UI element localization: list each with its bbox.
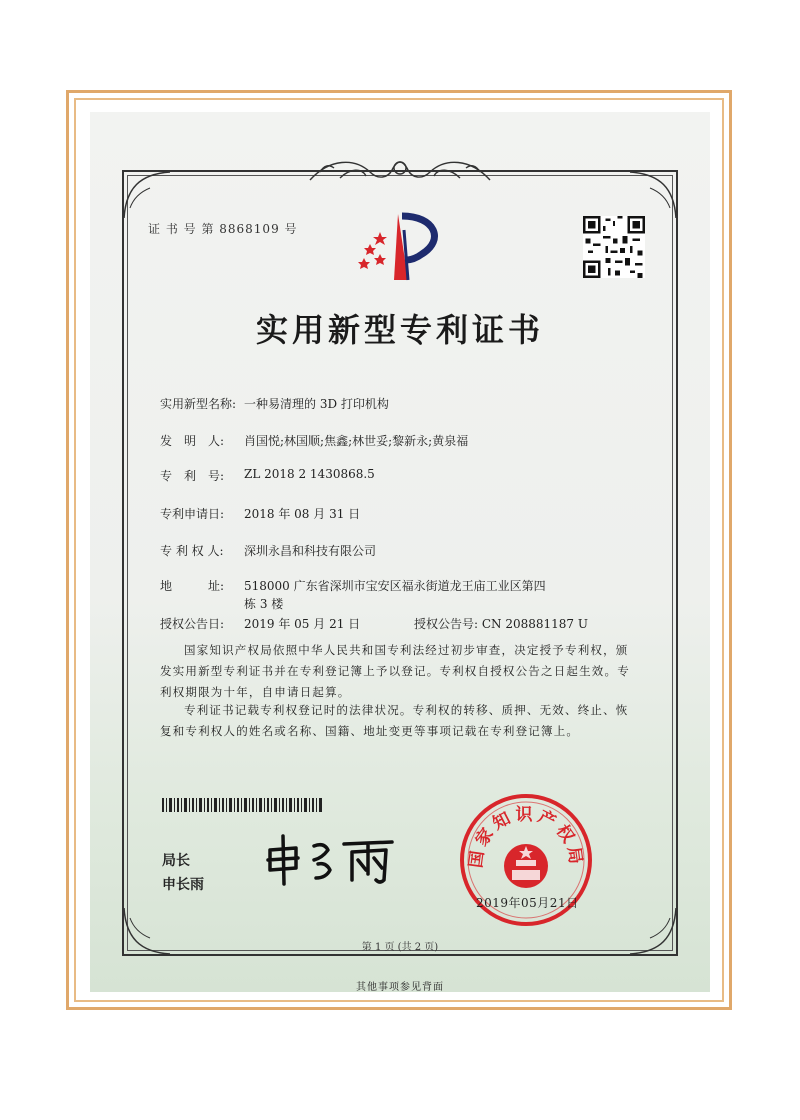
field-value: 2018 年 08 月 31 日	[244, 507, 361, 521]
field-label: 专 利 号:	[160, 469, 225, 483]
top-ornament-icon	[300, 150, 500, 190]
field-label: 地 址:	[160, 579, 225, 593]
certificate-title: 实用新型专利证书	[255, 311, 544, 349]
qr-code-icon	[583, 216, 645, 278]
publication-number: 授权公告号: CN 208881187 U	[414, 617, 588, 631]
certificate-paragraph: 专利证书记载专利权登记时的法律状况。专利权的转移、质押、无效、终止、恢复和专利权人的姓名或名称、国籍、地址变更等事项记载在专利登记簿上。	[160, 703, 629, 738]
field-label: 专 利 权 人:	[160, 544, 224, 558]
field-value: 518000 广东省深圳市宝安区福永街道龙王庙工业区第四栋 3 楼	[244, 579, 546, 611]
field-patent-number	[160, 467, 375, 484]
field-value: 深圳永昌和科技有限公司	[244, 544, 377, 558]
corner-ornament-icon	[120, 168, 180, 228]
field-grant-date	[160, 615, 588, 632]
field-application-date	[160, 505, 360, 522]
seal-date: 2019年05月21日	[476, 896, 579, 910]
field-label: 实用新型名称:	[160, 397, 237, 411]
field-label: 专利申请日:	[160, 507, 225, 521]
certificate-paragraph: 国家知识产权局依照中华人民共和国专利法经过初步审查，决定授予专利权，颁发实用新型专利证书并在专利登记簿上予以登记。专利权自授权公告之日起生效。专利权期限为十年，自申请日起算。	[160, 643, 630, 699]
director-name: 申长雨	[162, 877, 204, 893]
field-value: 2019 年 05 月 21 日	[244, 617, 361, 631]
field-inventors	[160, 432, 468, 449]
director-title: 局长	[162, 853, 190, 869]
field-label: 发 明 人:	[160, 434, 225, 448]
page-number: 第 1 页 (共 2 页)	[361, 942, 439, 953]
field-value: ZL 2018 2 1430868.5	[244, 467, 375, 481]
field-utility-model-name	[160, 395, 389, 412]
field-value: 肖国悦;林国顺;焦鑫;林世妥;黎新永;黄泉福	[244, 434, 469, 448]
svg-text:国家知识产权局: 国家知识产权局	[466, 805, 586, 870]
field-value: 一种易清理的 3D 打印机构	[244, 397, 389, 411]
barcode-icon	[162, 798, 322, 812]
handwritten-signature	[262, 822, 402, 892]
field-label: 授权公告日:	[160, 617, 225, 631]
footer-note: 其他事项参见背面	[356, 982, 444, 993]
field-patentee	[160, 542, 376, 559]
field-address	[160, 577, 554, 613]
patent-emblem-icon	[350, 210, 450, 285]
certificate-number: 证 书 号 第 8868109 号	[148, 222, 298, 236]
